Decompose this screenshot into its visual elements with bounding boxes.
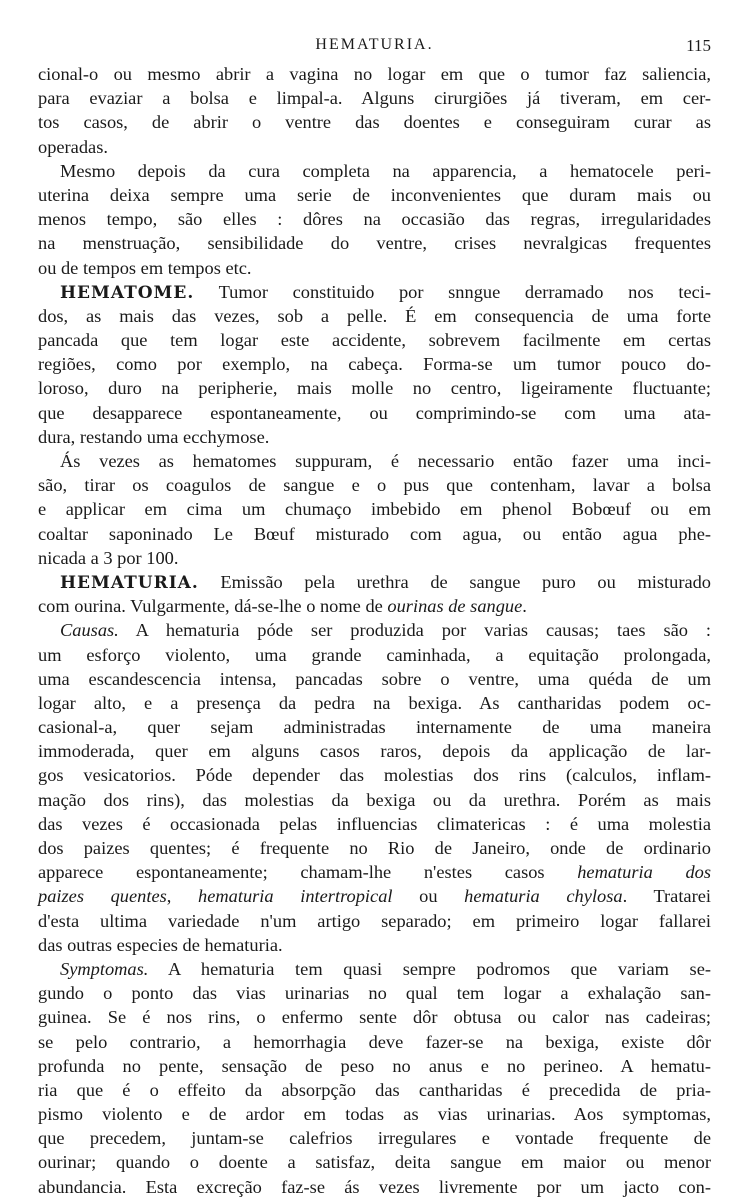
text-segment: dos, as mais das vezes, sob a pelle. É em consequencia de uma forte bbox=[38, 305, 711, 326]
text-segment: pismo violento e de ardor em todas as vias urinarias. Aos symptomas, bbox=[38, 1104, 711, 1125]
italic-text: Symptomas. bbox=[60, 958, 149, 979]
text-line bbox=[38, 957, 711, 981]
text-segment: . bbox=[522, 596, 527, 617]
text-segment: Mesmo depois da cura completa na apparencia, a hematocele peri- bbox=[60, 160, 711, 181]
text-segment: e applicar em cima um chumaço imbebido em phenol Bobœuf ou em bbox=[38, 499, 711, 520]
text-segment: regiões, como por exemplo, na cabeça. Forma-se um tumor pouco do- bbox=[38, 354, 711, 375]
text-segment: cional-o ou mesmo abrir a vagina no logar em que o tumor faz saliencia, bbox=[38, 64, 711, 84]
text-line bbox=[38, 183, 711, 207]
text-line bbox=[38, 449, 711, 473]
text-segment: ourinar; quando o doente a satisfaz, deita sangue em maior ou menor bbox=[38, 1152, 711, 1173]
text-segment: . Tratarei bbox=[622, 886, 711, 907]
text-line bbox=[38, 376, 711, 400]
text-line bbox=[38, 836, 711, 860]
text-line bbox=[38, 909, 711, 933]
text-segment: dos paizes quentes; é frequente no Rio de Janeiro, onde de ordinario bbox=[38, 838, 711, 858]
page-number: 115 bbox=[686, 36, 711, 55]
text-segment: são, tirar os coagulos de sangue e o pus que contenham, lavar a bolsa bbox=[38, 475, 711, 496]
text-segment: immoderada, quer em alguns casos raros, depois da applicação de lar- bbox=[38, 741, 711, 762]
text-line bbox=[38, 473, 711, 497]
text-line bbox=[38, 643, 711, 667]
italic-text: paizes quentes bbox=[38, 886, 167, 907]
text-segment: , bbox=[166, 886, 198, 907]
text-line bbox=[38, 1078, 711, 1102]
text-line bbox=[38, 62, 711, 86]
text-line bbox=[38, 860, 711, 884]
text-line bbox=[38, 739, 711, 763]
text-segment: menos tempo, são elles : dôres na occasião das regras, irregularidades bbox=[38, 209, 711, 230]
text-line bbox=[38, 715, 711, 739]
text-segment: das vezes é occasionada pelas influencias climatericas : é uma molestia bbox=[38, 813, 711, 834]
text-line bbox=[38, 86, 711, 110]
entry-headword: HEMATOME. bbox=[60, 282, 195, 303]
text-segment: Emissão pela urethra de sangue puro ou misturado bbox=[198, 571, 711, 592]
text-line bbox=[38, 933, 711, 957]
text-segment: apparece espontaneamente; chamam-lhe n'estes casos bbox=[38, 862, 578, 883]
text-line bbox=[38, 763, 711, 787]
text-line bbox=[38, 570, 711, 594]
entry-headword: HEMATURIA. bbox=[60, 572, 199, 593]
text-line bbox=[38, 1150, 711, 1174]
text-line bbox=[38, 352, 711, 376]
text-line bbox=[38, 788, 711, 812]
text-segment: guinea. Se é nos rins, o enfermo sente dôr obtusa ou calor nas cadeiras; bbox=[38, 1007, 711, 1028]
text-segment: nicada a 3 por 100. bbox=[38, 547, 179, 568]
text-line bbox=[38, 594, 711, 618]
text-segment: logar alto, e a presença da pedra na bexiga. As cantharidas podem oc- bbox=[38, 692, 711, 713]
text-segment: para evaziar a bolsa e limpal-a. Alguns cirurgiões já tiveram, em cer- bbox=[38, 88, 711, 109]
text-line bbox=[38, 1126, 711, 1150]
text-line bbox=[38, 207, 711, 231]
text-segment: ou bbox=[392, 886, 465, 907]
text-segment: Tumor constituido por snngue derramado nos teci- bbox=[194, 281, 711, 302]
book-page bbox=[38, 36, 711, 1199]
running-title: HEMATURIA. bbox=[315, 36, 434, 53]
text-segment: com ourina. Vulgarmente, dá-se-lhe o nome de bbox=[38, 596, 388, 617]
text-segment: que precedem, juntam-se calefrios irregulares e vontade frequente de bbox=[38, 1128, 711, 1149]
text-segment: que desapparece espontaneamente, ou comprimindo-se com uma ata- bbox=[38, 402, 711, 423]
text-line bbox=[38, 497, 711, 521]
text-line bbox=[38, 1005, 711, 1029]
text-segment: na menstruação, sensibilidade do ventre, crises nevralgicas frequentes bbox=[38, 233, 711, 254]
text-line bbox=[38, 1030, 711, 1054]
text-line bbox=[38, 812, 711, 836]
text-line bbox=[38, 691, 711, 715]
text-line bbox=[38, 546, 711, 570]
text-segment: A hematuria tem quasi sempre podromos que variam se- bbox=[148, 958, 711, 979]
text-line bbox=[38, 618, 711, 642]
text-line bbox=[38, 1175, 711, 1199]
text-segment: ou de tempos em tempos etc. bbox=[38, 257, 252, 278]
text-line bbox=[38, 401, 711, 425]
text-line bbox=[38, 425, 711, 449]
text-line bbox=[38, 1102, 711, 1126]
text-line bbox=[38, 135, 711, 159]
text-segment: gos vesicatorios. Póde depender das molestias dos rins (calculos, inflam- bbox=[38, 765, 711, 786]
text-segment: Ás vezes as hematomes suppuram, é necessario então fazer uma inci- bbox=[60, 451, 711, 471]
text-segment: ria que é o effeito da absorpção das cantharidas é precedida de pria- bbox=[38, 1079, 711, 1100]
text-segment: tos casos, de abrir o ventre das doentes e conseguiram curar as bbox=[38, 112, 711, 133]
italic-text: Causas. bbox=[60, 620, 119, 641]
text-segment: operadas. bbox=[38, 136, 108, 157]
text-segment: A hematuria póde ser produzida por varias causas; taes são : bbox=[118, 620, 711, 641]
text-segment: uterina deixa sempre uma serie de inconvenientes que duram mais ou bbox=[38, 184, 711, 205]
text-segment: gundo o ponto das vias urinarias no qual tem logar a exhalação san- bbox=[38, 983, 711, 1004]
text-line bbox=[38, 231, 711, 255]
text-segment: casional-a, quer sejam administradas internamente de uma maneira bbox=[38, 717, 711, 738]
italic-text: hematuria dos bbox=[577, 862, 711, 883]
text-segment: coaltar saponinado Le Bœuf misturado com agua, ou então agua phe- bbox=[38, 523, 711, 544]
text-line bbox=[38, 328, 711, 352]
text-segment: abundancia. Esta excreção faz-se ás vezes livremente por um jacto con- bbox=[38, 1176, 711, 1197]
text-segment: uma escandescencia intensa, pancadas sobre o ventre, uma quéda de um bbox=[38, 668, 711, 689]
text-line bbox=[38, 280, 711, 304]
text-line bbox=[38, 256, 711, 280]
text-segment: profunda no pente, sensação de peso no anus e no perineo. A hematu- bbox=[38, 1055, 711, 1076]
text-segment: loroso, duro na peripherie, mais molle no centro, ligeiramente fluctuante; bbox=[38, 378, 711, 399]
text-segment: das outras especies de hematuria. bbox=[38, 934, 283, 955]
text-line bbox=[38, 159, 711, 183]
text-segment: dura, restando uma ecchymose. bbox=[38, 426, 270, 447]
text-line bbox=[38, 1054, 711, 1078]
text-line bbox=[38, 667, 711, 691]
text-line bbox=[38, 981, 711, 1005]
text-segment: mação dos rins), das molestias da bexiga ou da urethra. Porém as mais bbox=[38, 789, 711, 810]
text-line bbox=[38, 522, 711, 546]
text-segment: pancada que tem logar este accidente, sobrevem facilmente em certas bbox=[38, 330, 711, 351]
text-line bbox=[38, 110, 711, 134]
italic-text: hematuria chylosa bbox=[464, 886, 623, 907]
text-segment: d'esta ultima variedade n'um artigo separado; em primeiro logar fallarei bbox=[38, 910, 711, 931]
text-segment: se pelo contrario, a hemorrhagia deve fazer-se na bexiga, existe dôr bbox=[38, 1031, 711, 1052]
italic-text: hematuria intertropical bbox=[198, 886, 393, 907]
italic-text: ourinas de sangue bbox=[387, 596, 523, 617]
page-body bbox=[38, 62, 711, 1199]
text-line bbox=[38, 304, 711, 328]
text-line bbox=[38, 884, 711, 908]
text-segment: um esforço violento, uma grande caminhada, a equitação prolongada, bbox=[38, 644, 711, 665]
running-head bbox=[38, 36, 711, 60]
